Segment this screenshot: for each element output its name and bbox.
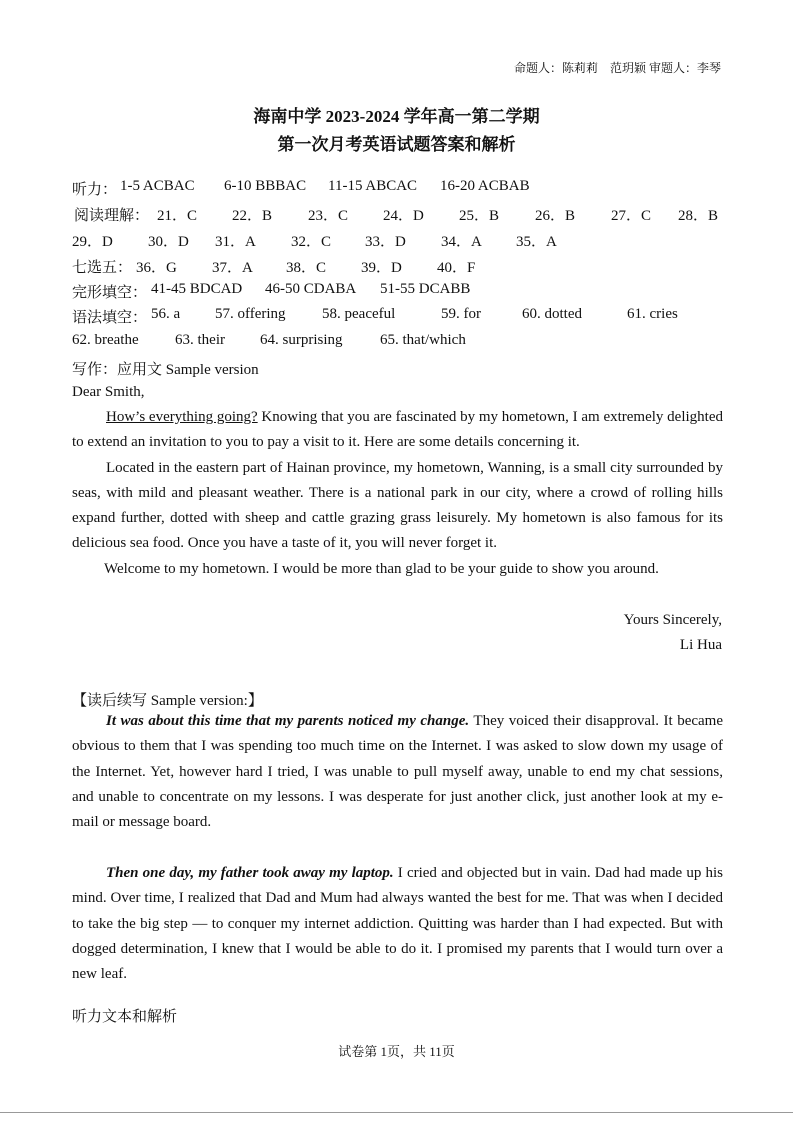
cloze-group: 46-50 CDABA: [265, 281, 357, 297]
grammar-answer: 61. cries: [627, 306, 678, 322]
grammar-answer: 60. dotted: [522, 306, 582, 322]
letter-salutation: Dear Smith,: [72, 384, 145, 400]
cloze-group: 41-45 BDCAD: [151, 281, 243, 297]
reading-answer: 26．B: [535, 208, 576, 224]
cloze-label: 完形填空：: [72, 285, 148, 301]
seven-choose-five-answer: 39．D: [361, 260, 402, 276]
listening-label: 听力：: [72, 182, 118, 198]
listening-answers-row: [72, 178, 117, 199]
continuation-lead-sentence: Then one day, my father took away my laptop.: [106, 865, 394, 881]
page-title: 海南中学 2023-2024 学年高一第二学期: [253, 107, 540, 126]
letter-closing: Yours Sincerely,: [623, 612, 722, 628]
reading-answer: 34．A: [441, 234, 482, 250]
reading-answer: 21．C: [157, 208, 198, 224]
answer-group: 11-15 ABCAC: [328, 178, 418, 194]
seven-choose-five-answer: 36．G: [136, 260, 177, 276]
letter-opening-question: How’s everything going?: [106, 409, 258, 425]
continuation-paragraph-2: [72, 861, 723, 987]
letter-paragraph: Located in the eastern part of Hainan province, my hometown, Wanning, is a small city surrounded by seas, with mild and pleasant weather. There is a national park in our city, where a crowd of rolling hills expand further, dotted with sheep and cattle grazing grass leisurely. My hometown is also famous for its delicious sea food. Once you have a taste of it, you will never forget it.: [72, 459, 723, 552]
letter-body: [72, 405, 723, 582]
grammar-answer: 56. a: [151, 306, 181, 322]
seven-choose-five-answer: 40．F: [437, 260, 476, 276]
letter-paragraph-text: Knowing that you are fascinated by my hometown, I am extremely delighted to extend an invitation to you to pay a visit to it. Here are some details concerning it.: [72, 409, 723, 451]
continuation-paragraph-1: [72, 709, 723, 835]
page-footer: 试卷第 1页，共 11页: [338, 1044, 455, 1059]
grammar-answer: 58. peaceful: [322, 306, 396, 322]
reading-answer: 22．B: [232, 208, 273, 224]
continuation-heading: 【读后续写 Sample version:】: [72, 693, 263, 709]
seven-choose-five-answer: 38．C: [286, 260, 327, 276]
continuation-lead-sentence: It was about this time that my parents noticed my change.: [106, 713, 470, 729]
reading-answer: 28．B: [678, 208, 719, 224]
answer-group: 6-10 BBBAC: [224, 178, 307, 194]
writing-heading: 写作：应用文 Sample version: [72, 362, 259, 378]
grammar-answer: 59. for: [441, 306, 481, 322]
reading-answer: 32．C: [291, 234, 332, 250]
seven-choose-five-label: 七选五：: [72, 260, 133, 276]
grammar-answer: 65. that/which: [380, 332, 466, 348]
reading-answer: 24．D: [383, 208, 424, 224]
answer-group: 16-20 ACBAB: [440, 178, 530, 194]
grammar-answer: 62. breathe: [72, 332, 139, 348]
continuation-text: They voiced their disapproval. It became obvious to them that I was spending too much time on the Internet. I was asked to slow down my usage of the Internet. Yet, however hard I tried, I was unable to pull myself away, unable to end my chat sessions, and unable to concentrate on my lessons. I was desperate for just another click, just another look at my e-mail or message board.: [72, 713, 723, 831]
letter-paragraph: [72, 405, 723, 456]
section-heading: 听力文本和解析: [72, 1009, 178, 1025]
reading-answer: 27．C: [611, 208, 652, 224]
reading-label: 阅读理解：: [74, 208, 150, 224]
reading-answer: 25．B: [459, 208, 500, 224]
reading-answer: 29．D: [72, 234, 113, 250]
letter-signature: Li Hua: [679, 637, 722, 653]
cloze-group: 51-55 DCABB: [380, 281, 471, 297]
reading-answer: 30．D: [148, 234, 189, 250]
reading-answer: 33．D: [365, 234, 406, 250]
seven-choose-five-answer: 37．A: [212, 260, 253, 276]
page-subtitle: 第一次月考英语试题答案和解析: [277, 135, 516, 154]
grammar-answer: 63. their: [175, 332, 225, 348]
exam-authors: 命题人：陈莉莉 范玥颖 审题人：李琴: [513, 61, 721, 75]
grammar-answer: 57. offering: [215, 306, 286, 322]
reading-answer: 23．C: [308, 208, 349, 224]
answer-group: 1-5 ACBAC: [120, 178, 195, 194]
reading-answer: 35．A: [516, 234, 557, 250]
grammar-label: 语法填空：: [72, 310, 148, 326]
letter-paragraph: Welcome to my hometown. I would be more than glad to be your guide to show you around.: [104, 560, 659, 577]
grammar-answer: 64. surprising: [260, 332, 343, 348]
bottom-rule: [0, 1112, 793, 1113]
continuation-text: I cried and objected but in vain. Dad had made up his mind. Over time, I realized that Dad and Mum had always wanted the best for me. That was when I decided to take the big step — to conquer my internet addiction. Quitting was harder than I had expected. But with dogged determination, I knew that I would be able to do it. I promised my parents that I would turn over a new leaf.: [72, 865, 723, 983]
reading-answer: 31．A: [215, 234, 256, 250]
